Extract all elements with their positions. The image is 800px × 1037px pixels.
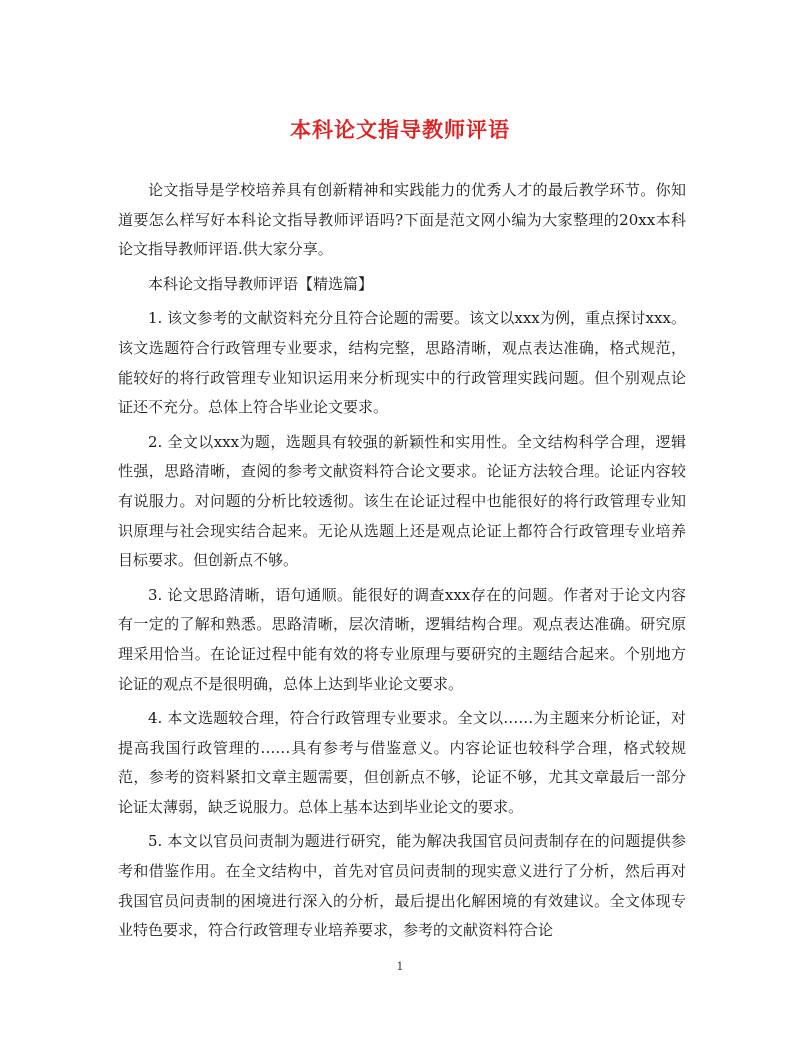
comment-paragraph-5: 5. 本文以官员问责制为题进行研究，能为解决我国官员问责制存在的问题提供参考和借鉴作用。在全文结构中，首先对官员问责制的现实意义进行了分析，然后再对我国官员问责制的困境进行深入的分析，最后提出化解困境的有效建议。全文体现专业特色要求，符合行政管理专业培养要求，参考的文献资料符合论 <box>118 832 686 940</box>
comment-paragraph-1: 1. 该文参考的文献资料充分且符合论题的需要。该文以xxx为例，重点探讨xxx。该文选题符合行政管理专业要求，结构完整，思路清晰，观点表达准确，格式规范，能较好的将行政管理专业知识运用来分析现实中的行政管理实践问题。但个别观点论证还不充分。总体上符合毕业论文要求。 <box>118 309 686 417</box>
section-heading: 本科论文指导教师评语【精选篇】 <box>148 274 374 293</box>
document-body <box>118 176 686 951</box>
intro-paragraph: 论文指导是学校培养具有创新精神和实践能力的优秀人才的最后教学环节。你知道要怎么样写好本科论文指导教师评语吗?下面是范文网小编为大家整理的20xx本科论文指导教师评语.供大家分享。 <box>118 181 686 259</box>
page-number: 1 <box>396 960 404 973</box>
document-title: 本科论文指导教师评语 <box>290 117 510 142</box>
comment-paragraph-3: 3. 论文思路清晰，语句通顺。能很好的调查xxx存在的问题。作者对于论文内容有一定的了解和熟悉。思路清晰，层次清晰，逻辑结构合理。观点表达准确。研究原理采用恰当。在论证过程中能有效的将专业原理与要研究的主题结合起来。个别地方论证的观点不是很明确，总体上达到毕业论文要求。 <box>118 585 686 693</box>
comment-paragraph-2: 2. 全文以xxx为题，选题具有较强的新颖性和实用性。全文结构科学合理，逻辑性强，思路清晰，查阅的参考文献资料符合论文要求。论证方法较合理。论证内容较有说服力。对问题的分析比较透彻。该生在论证过程中也能很好的将行政管理专业知识原理与社会现实结合起来。无论从选题上还是观点论证上都符合行政管理专业培养目标要求。但创新点不够。 <box>118 432 686 570</box>
comment-paragraph-4: 4. 本文选题较合理，符合行政管理专业要求。全文以……为主题来分析论证，对提高我国行政管理的……具有参考与借鉴意义。内容论证也较科学合理，格式较规范，参考的资料紧扣文章主题需要，但创新点不够，论证不够，尤其文章最后一部分论证太薄弱，缺乏说服力。总体上基本达到毕业论文的要求。 <box>118 709 686 816</box>
